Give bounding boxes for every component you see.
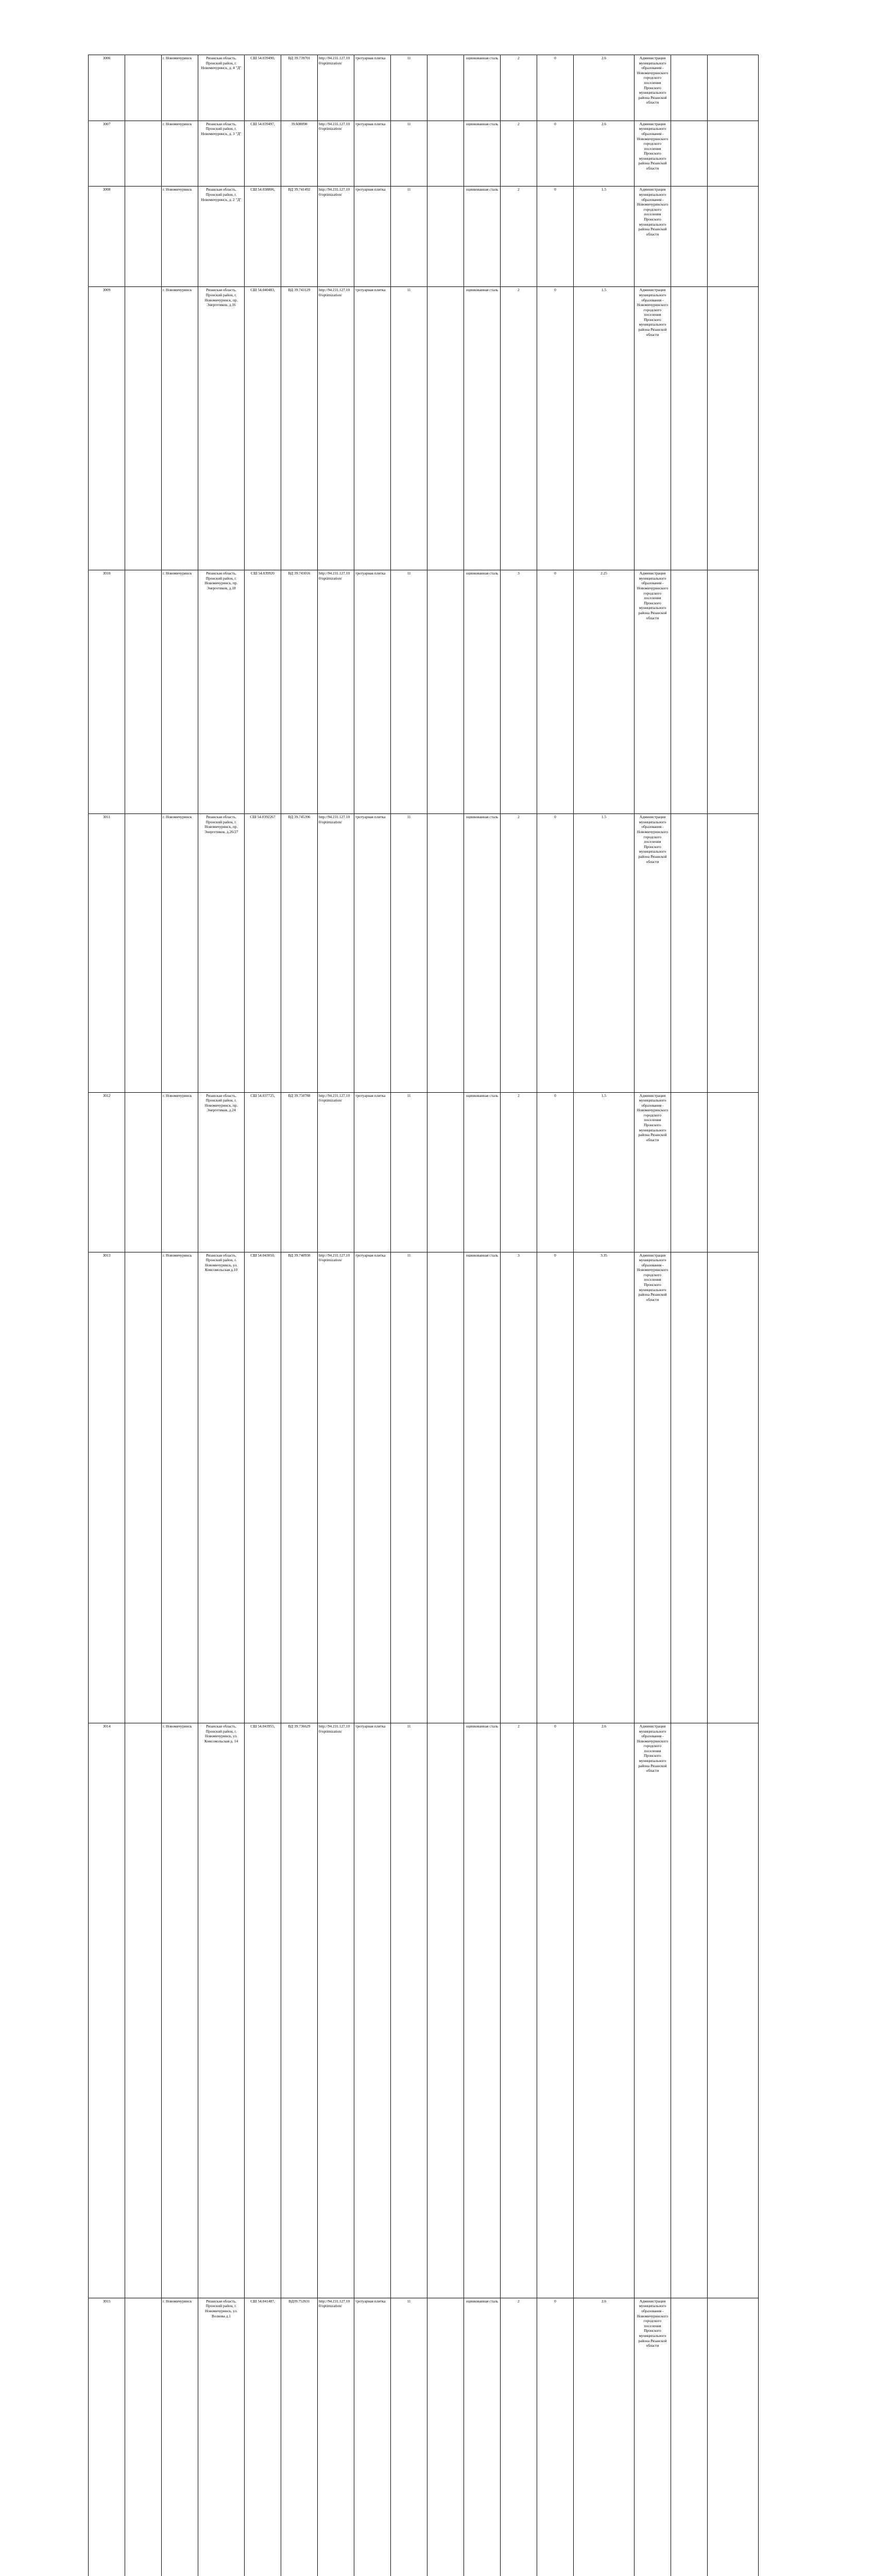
- container-type-cell: оцинкованная сталь: [464, 1723, 501, 2298]
- container-count-cell: 2: [501, 2298, 537, 2576]
- link-cell[interactable]: http://94.231.127.10 0/optimization/: [318, 1723, 354, 2298]
- row-number: 3014: [89, 1723, 125, 2298]
- empty-cell: [708, 814, 759, 1092]
- longitude-cell: ВД 39.750788: [281, 1092, 318, 1252]
- address-cell: Рязанская область, Пронский район, г. Новомичуринск, пр. Энергетиков, д.16: [198, 287, 245, 570]
- address-cell: Рязанская область, Пронский район, г. Новомичуринск, пр. Энергетиков, д.24: [198, 1092, 245, 1252]
- owner-cell: Администрация муниципального образования - Новомичуринского городского поселения Пронского муниципального района Рязанской области: [635, 570, 671, 814]
- empty-cell: [671, 570, 708, 814]
- area-cell: 11: [391, 814, 427, 1092]
- owner-cell: Администрация муниципального образования - Новомичуринского городского поселения Пронского муниципального района Рязанской области: [635, 2298, 671, 2576]
- owner-cell: Администрация муниципального образования - Новомичуринского городского поселения Пронского муниципального района Рязанской области: [635, 55, 671, 121]
- area-cell: 11: [391, 55, 427, 121]
- container-count-cell: 2: [501, 1092, 537, 1252]
- empty-cell: [708, 1092, 759, 1252]
- coverage-cell: тротуарная плитка: [354, 2298, 391, 2576]
- empty-cell: [125, 287, 162, 570]
- zero-count-cell: 0: [537, 121, 574, 187]
- empty-cell: [427, 121, 464, 187]
- container-count-cell: 2: [501, 1723, 537, 2298]
- empty-cell: [671, 1252, 708, 1723]
- row-number: 3006: [89, 55, 125, 121]
- city-cell: г. Новомичуринск: [162, 1092, 198, 1252]
- empty-cell: [427, 570, 464, 814]
- longitude-cell: ВД 39.745396: [281, 814, 318, 1092]
- container-type-cell: оцинкованная сталь: [464, 55, 501, 121]
- latitude-cell: СШ 54.040483,: [245, 287, 281, 570]
- address-cell: Рязанская область, Пронский район, г. Новомичуринск, д. 4 "Д": [198, 55, 245, 121]
- zero-count-cell: 0: [537, 814, 574, 1092]
- container-sites-table: [88, 55, 759, 2576]
- container-count-cell: 3: [501, 1252, 537, 1723]
- empty-cell: [708, 55, 759, 121]
- row-number: 3008: [89, 187, 125, 287]
- row-number: 3015: [89, 2298, 125, 2576]
- row-number: 3010: [89, 570, 125, 814]
- coverage-cell: тротуарная плитка: [354, 1252, 391, 1723]
- latitude-cell: СШ 54.038806,: [245, 187, 281, 287]
- table-row: [89, 814, 759, 1092]
- empty-cell: [427, 187, 464, 287]
- table-row: [89, 187, 759, 287]
- latitude-cell: СШ 54.037725,: [245, 1092, 281, 1252]
- address-cell: Рязанская область, Пронский район, г. Новомичуринск, пр. Энергетиков, д.18: [198, 570, 245, 814]
- link-cell[interactable]: http://94.231.127.10 0/optimization/: [318, 121, 354, 187]
- city-cell: г. Новомичуринск: [162, 1723, 198, 2298]
- zero-count-cell: 0: [537, 287, 574, 570]
- empty-cell: [125, 1723, 162, 2298]
- owner-cell: Администрация муниципального образования - Новомичуринского городского поселения Пронского муниципального района Рязанской области: [635, 121, 671, 187]
- link-cell[interactable]: http://94.231.127.10 0/optimization/: [318, 55, 354, 121]
- area-cell: 11: [391, 2298, 427, 2576]
- longitude-cell: ВД 39.741492: [281, 187, 318, 287]
- owner-cell: Администрация муниципального образования - Новомичуринского городского поселения Пронского муниципального района Рязанской области: [635, 1092, 671, 1252]
- table-row: [89, 570, 759, 814]
- container-type-cell: оцинкованная сталь: [464, 570, 501, 814]
- empty-cell: [671, 2298, 708, 2576]
- city-cell: г. Новомичуринск: [162, 814, 198, 1092]
- latitude-cell: СШ 54.0392267: [245, 814, 281, 1092]
- table-row: [89, 55, 759, 121]
- link-cell[interactable]: http://94.231.127.10 0/optimization/: [318, 814, 354, 1092]
- empty-cell: [427, 2298, 464, 2576]
- area-cell: 11: [391, 1092, 427, 1252]
- volume-cell: 1.5: [574, 1092, 635, 1252]
- row-number: 3012: [89, 1092, 125, 1252]
- zero-count-cell: 0: [537, 2298, 574, 2576]
- empty-cell: [125, 187, 162, 287]
- address-cell: Рязанская область, Пронский район, г. Новомичуринск, пр. Энергетиков, д.26/27: [198, 814, 245, 1092]
- zero-count-cell: 0: [537, 187, 574, 287]
- link-cell[interactable]: http://94.231.127.10 0/optimization/: [318, 1252, 354, 1723]
- longitude-cell: ВД 39.740930: [281, 1252, 318, 1723]
- empty-cell: [708, 2298, 759, 2576]
- empty-cell: [708, 570, 759, 814]
- container-type-cell: оцинкованная сталь: [464, 287, 501, 570]
- longitude-cell: ВД 39.739701: [281, 55, 318, 121]
- volume-cell: 2.6: [574, 121, 635, 187]
- container-type-cell: оцинкованная сталь: [464, 1092, 501, 1252]
- table-row: [89, 121, 759, 187]
- link-cell[interactable]: http://94.231.127.10 0/optimization/: [318, 2298, 354, 2576]
- owner-cell: Администрация муниципального образования - Новомичуринского городского поселения Пронского муниципального района Рязанской области: [635, 287, 671, 570]
- address-cell: Рязанская область, Пронский район, г. Новомичуринск, д. 2 "Д": [198, 187, 245, 287]
- city-cell: г. Новомичуринск: [162, 187, 198, 287]
- area-cell: 11: [391, 1723, 427, 2298]
- volume-cell: 2.25: [574, 570, 635, 814]
- container-type-cell: оцинкованная сталь: [464, 814, 501, 1092]
- area-cell: 11: [391, 187, 427, 287]
- empty-cell: [427, 1723, 464, 2298]
- coverage-cell: тротуарная плитка: [354, 1092, 391, 1252]
- volume-cell: 3.35: [574, 1252, 635, 1723]
- city-cell: г. Новомичуринск: [162, 287, 198, 570]
- container-count-cell: 2: [501, 55, 537, 121]
- owner-cell: Администрация муниципального образования - Новомичуринского городского поселения Пронского муниципального района Рязанской области: [635, 187, 671, 287]
- volume-cell: 2.6: [574, 1723, 635, 2298]
- owner-cell: Администрация муниципального образования - Новомичуринского городского поселения Пронского муниципального района Рязанской области: [635, 1723, 671, 2298]
- container-count-cell: 3: [501, 570, 537, 814]
- row-number: 3007: [89, 121, 125, 187]
- link-cell[interactable]: http://94.231.127.10 0/optimization/: [318, 1092, 354, 1252]
- empty-cell: [427, 287, 464, 570]
- coverage-cell: тротуарная плитка: [354, 1723, 391, 2298]
- empty-cell: [125, 1252, 162, 1723]
- container-type-cell: оцинкованная сталь: [464, 121, 501, 187]
- empty-cell: [125, 121, 162, 187]
- latitude-cell: СШ 54.039490,: [245, 55, 281, 121]
- zero-count-cell: 0: [537, 1252, 574, 1723]
- longitude-cell: ВД 39.743016: [281, 570, 318, 814]
- area-cell: 11: [391, 1252, 427, 1723]
- empty-cell: [671, 121, 708, 187]
- longitude-cell: ВД 39.736629: [281, 1723, 318, 2298]
- coverage-cell: тротуарная плитка: [354, 55, 391, 121]
- latitude-cell: СШ 54.039920: [245, 570, 281, 814]
- owner-cell: Администрация муниципального образования - Новомичуринского городского поселения Пронского муниципального района Рязанской области: [635, 1252, 671, 1723]
- empty-cell: [708, 121, 759, 187]
- volume-cell: 2.6: [574, 55, 635, 121]
- container-count-cell: 2: [501, 121, 537, 187]
- empty-cell: [671, 287, 708, 570]
- empty-cell: [708, 287, 759, 570]
- empty-cell: [125, 570, 162, 814]
- link-cell[interactable]: http://94.231.127.10 0/optimization/: [318, 570, 354, 814]
- empty-cell: [125, 2298, 162, 2576]
- city-cell: г. Новомичуринск: [162, 570, 198, 814]
- empty-cell: [708, 1723, 759, 2298]
- row-number: 3013: [89, 1252, 125, 1723]
- empty-cell: [125, 55, 162, 121]
- address-cell: Рязанская область, Пронский район, г. Новомичуринск, ул. Комсомольская д.10: [198, 1252, 245, 1723]
- latitude-cell: СШ 54.043050,: [245, 1252, 281, 1723]
- coverage-cell: тротуарная плитка: [354, 187, 391, 287]
- area-cell: 11: [391, 287, 427, 570]
- table-row: [89, 287, 759, 570]
- city-cell: г. Новомичуринск: [162, 121, 198, 187]
- area-cell: 11: [391, 121, 427, 187]
- container-type-cell: оцинкованная сталь: [464, 187, 501, 287]
- area-cell: 11: [391, 570, 427, 814]
- container-count-cell: 2: [501, 814, 537, 1092]
- address-cell: Рязанская область, Пронский район, г. Новомичуринск, ул. Комсомольская д. 14: [198, 1723, 245, 2298]
- empty-cell: [671, 1723, 708, 2298]
- owner-cell: Администрация муниципального образования - Новомичуринского городского поселения Пронского муниципального района Рязанской области: [635, 814, 671, 1092]
- latitude-cell: СШ 54.039497,: [245, 121, 281, 187]
- latitude-cell: СШ 54.043955,: [245, 1723, 281, 2298]
- coverage-cell: тротуарная плитка: [354, 814, 391, 1092]
- container-type-cell: оцинкованная сталь: [464, 2298, 501, 2576]
- row-number: 3009: [89, 287, 125, 570]
- address-cell: Рязанская область, Пронский район, г. Новомичуринск, д. 3 "Д": [198, 121, 245, 187]
- longitude-cell: ВД 39.743129: [281, 287, 318, 570]
- coverage-cell: тротуарная плитка: [354, 287, 391, 570]
- container-type-cell: оцинкованная сталь: [464, 1252, 501, 1723]
- city-cell: г. Новомичуринск: [162, 2298, 198, 2576]
- coverage-cell: тротуарная плитка: [354, 121, 391, 187]
- volume-cell: 2.6: [574, 2298, 635, 2576]
- zero-count-cell: 0: [537, 1723, 574, 2298]
- longitude-cell: 39.608098: [281, 121, 318, 187]
- table-row: [89, 1723, 759, 2298]
- empty-cell: [125, 1092, 162, 1252]
- coverage-cell: тротуарная плитка: [354, 570, 391, 814]
- empty-cell: [125, 814, 162, 1092]
- link-cell[interactable]: http://94.231.127.10 0/optimization/: [318, 287, 354, 570]
- table-row: [89, 1252, 759, 1723]
- empty-cell: [671, 814, 708, 1092]
- volume-cell: 1.5: [574, 287, 635, 570]
- latitude-cell: СШ 54.041487,: [245, 2298, 281, 2576]
- empty-cell: [671, 187, 708, 287]
- empty-cell: [427, 814, 464, 1092]
- volume-cell: 1.5: [574, 187, 635, 287]
- city-cell: г. Новомичуринск: [162, 55, 198, 121]
- empty-cell: [427, 55, 464, 121]
- zero-count-cell: 0: [537, 55, 574, 121]
- zero-count-cell: 0: [537, 570, 574, 814]
- zero-count-cell: 0: [537, 1092, 574, 1252]
- container-count-cell: 2: [501, 187, 537, 287]
- empty-cell: [708, 187, 759, 287]
- empty-cell: [671, 1092, 708, 1252]
- empty-cell: [427, 1092, 464, 1252]
- empty-cell: [427, 1252, 464, 1723]
- empty-cell: [671, 55, 708, 121]
- table-row: [89, 1092, 759, 1252]
- empty-cell: [708, 1252, 759, 1723]
- longitude-cell: ВД39.752631: [281, 2298, 318, 2576]
- container-count-cell: 2: [501, 287, 537, 570]
- row-number: 3011: [89, 814, 125, 1092]
- link-cell[interactable]: http://94.231.127.10 0/optimization/: [318, 187, 354, 287]
- city-cell: г. Новомичуринск: [162, 1252, 198, 1723]
- address-cell: Рязанская область, Пронский район, г. Новомичуринск, ул. Волкова д.1: [198, 2298, 245, 2576]
- volume-cell: 1.5: [574, 814, 635, 1092]
- table-row: [89, 2298, 759, 2576]
